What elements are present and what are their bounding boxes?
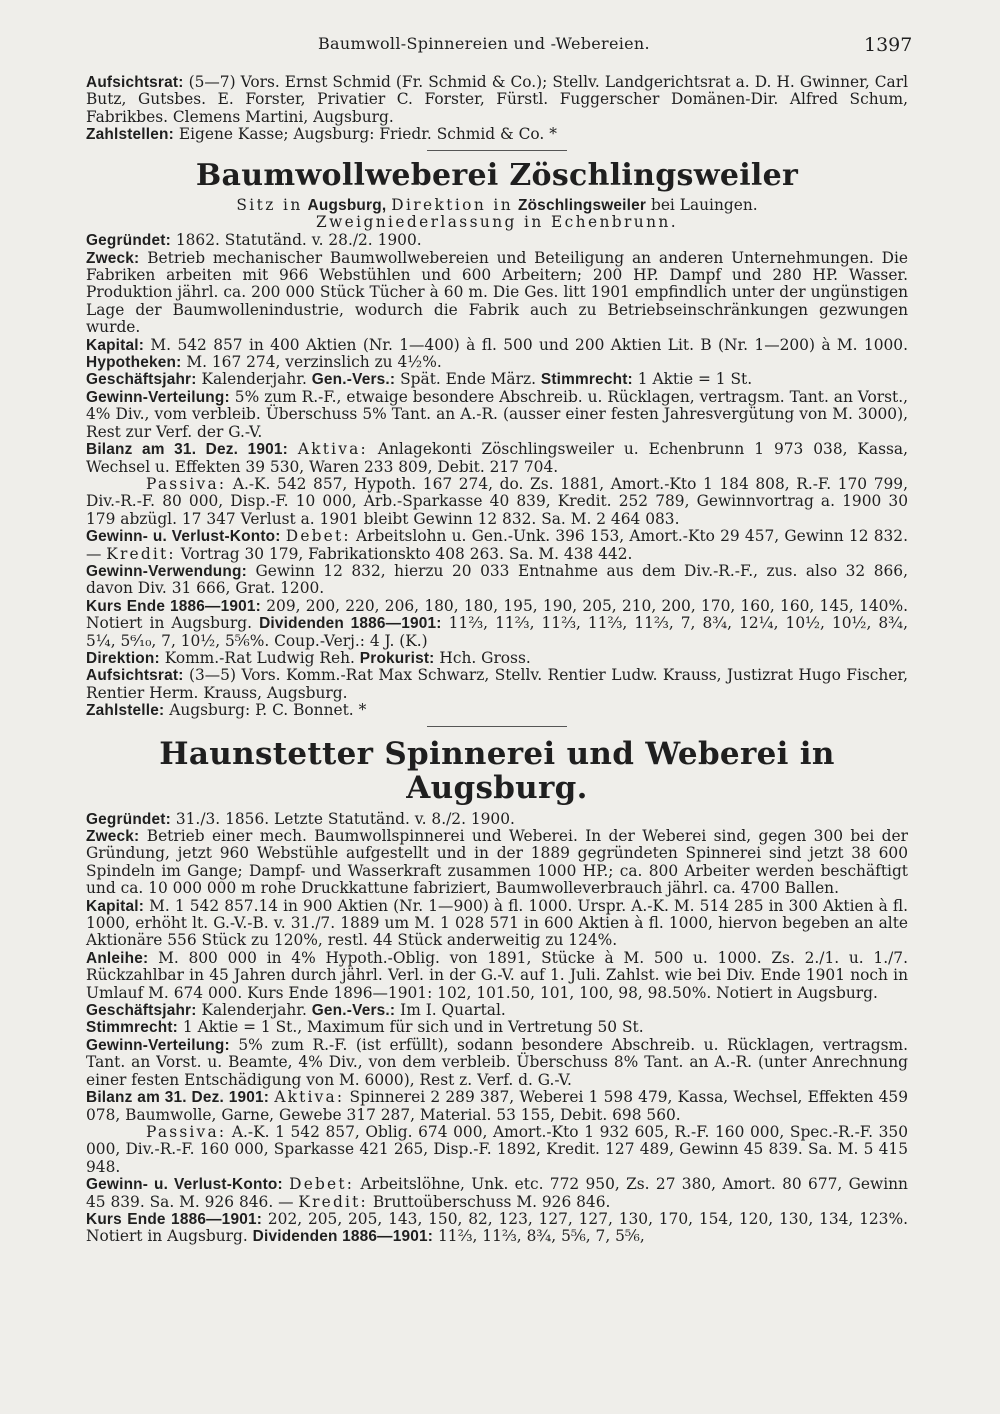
anleihe-entry <box>86 950 908 1002</box>
entry-text: M. 800 000 in 4% Hypoth.-Oblig. von 1891, Stücke à M. 500 u. 1000. Zs. 2./1. u. 1./7. Rückzahlbar in 45 Jahren durch jährl. Verl. in der G.-V. auf 1. Juli. Zahlst. wie bei Div. Ende 1901 noch in Umlauf M. 674 000. Kurs Ende 1896—1901: 102, 101.50, 101, 100, 98, 98.50%. Notiert in Augsburg. <box>86 948 908 1002</box>
kurs-entry <box>86 1211 908 1246</box>
entry-label: Gewinn-Verteilung: <box>86 388 230 406</box>
kredit-word: Kredit: <box>298 1192 368 1211</box>
entry-text: Bruttoüberschuss M. 926 846. <box>372 1192 611 1211</box>
entry-label: Stimmrecht: <box>540 371 633 389</box>
entry-label: Direktion: <box>86 649 160 667</box>
entry-text: M. 167 274, verzinslich zu 4½%. <box>186 353 442 372</box>
entry-text: Eigene Kasse; Augsburg: Friedr. Schmid & Co. * <box>178 125 557 144</box>
bilanz-passiva-entry <box>86 1124 908 1176</box>
entry-text: 5% zum R.-F. (ist erfüllt), sodann besondere Abschreib. u. Rücklagen, vertragsm. Tant. an Vorst. u. Beamte, 4% Div., von dem verbleib. Überschuss 8% Tant. an A.-R. (unter Anrechnung einer festen Entschädigung von M. 6000), Rest z. Verf. d. G.-V. <box>86 1035 908 1089</box>
entry-label: Zahlstelle: <box>86 702 165 720</box>
zahlstelle-entry <box>86 702 908 719</box>
entry-text: 202, 205, 205, 143, 150, 82, 123, 127, 127, 130, 170, 154, 120, 130, 134, 123%. Notiert in Augsburg. <box>86 1209 908 1246</box>
entry-text: Hch. Gross. <box>439 648 531 667</box>
entry-text: M. 542 857 in 400 Aktien (Nr. 1—400) à fl. 500 und 200 Aktien Lit. B (Nr. 1—200) à M. 1000. <box>150 335 908 354</box>
running-head <box>0 34 1000 58</box>
entry-text: Arbeitslöhne, Unk. etc. 772 950, Zs. 27 380, Amort. 80 677, Gewinn 45 839. Sa. M. 926 846. — <box>86 1175 908 1211</box>
entry-label: Kapital: <box>86 336 145 354</box>
entry-text: A.-K. 542 857, Hypoth. 167 274, do. Zs. 1881, Amort.-Kto 1 184 808, R.-F. 170 799, Div.-R.-F. 80 000, Disp.-F. 10 000, Arb.-Sparkasse 40 839, Kredit. 252 789, Gewinnvortrag a. 1900 30 179 abzügl. 17 347 Verlust a. 1901 bleibt Gewinn 12 832. Sa. M. 2 464 083. <box>86 474 908 528</box>
gegruendet-entry <box>86 811 908 828</box>
entry-text: Gewinn 12 832, hierzu 20 033 Entnahme aus dem Div.-R.-F., zus. also 32 866, davon Div. 31 666, Grat. 1200. <box>86 561 908 598</box>
seat-tail: bei Lauingen. <box>650 195 758 214</box>
entry-text: Komm.-Rat Ludwig Reh. <box>164 648 355 667</box>
section-divider <box>427 726 567 727</box>
company-title: Haunstetter Spinnerei und Weberei in Augsburg. <box>159 735 835 806</box>
entry-text: Betrieb einer mech. Baumwollspinnerei und Weberei. In der Weberei sind, gegen 300 bei der Gründung, jetzt 960 Webstühle aufgestellt und in der 1889 gegründeten Spinnerei sind jetzt 38 600 Spindeln im Gange; Dampf- und Wasserkraft zusammen 1000 HP.; ca. 800 Arbeiter werden beschäftigt und ca. 10 000 000 m rohe Druckkattune fabriziert, Baumwolleverbrauch jährl. ca. 4700 Ballen. <box>86 827 908 898</box>
entry-label: Kurs Ende 1886—1901: <box>86 597 261 615</box>
entry-label: Bilanz am 31. Dez. 1901: <box>86 1089 270 1107</box>
aktiva-word: Aktiva: <box>297 440 368 459</box>
entry-label: Stimmrecht: <box>86 1019 178 1037</box>
passiva-word: Passiva: <box>146 474 227 493</box>
entry-label: Kurs Ende 1886—1901: <box>86 1210 263 1228</box>
guv-entry <box>86 528 908 563</box>
verwendung-entry <box>86 563 908 598</box>
page-number: 1397 <box>864 34 913 56</box>
kapital-entry <box>86 337 908 372</box>
entry-text: Betrieb mechanischer Baumwollwebereien und Beteiligung an anderen Unternehmungen. Die Fabriken arbeiten mit 966 Webstühlen und 600 Arbeitern; 200 HP. Dampf und 280 HP. Wasser. Produktion jährl. ca. 200 000 Stück Tücher à 60 m. Die Ges. litt 1901 empfindlich unter der ungünstigen Lage der Baumwollenindustrie, wodurch die Fabrik auch zu Betriebseinschränkungen gezwungen wurde. <box>86 248 908 337</box>
entry-label: Geschäftsjahr: <box>86 1002 197 1020</box>
entry-text: 1 Aktie = 1 St., Maximum für sich und in Vertretung 50 St. <box>182 1018 644 1037</box>
entry-label: Dividenden 1886—1901: <box>252 1228 434 1246</box>
aufsichtsrat-entry <box>86 667 908 702</box>
entry-text: 209, 200, 220, 206, 180, 180, 195, 190, 205, 210, 200, 170, 160, 160, 145, 140%. Notiert in Augsburg. <box>86 596 908 633</box>
bilanz-entry <box>86 1089 908 1124</box>
entry-text: 11⅔, 11⅔, 11⅔, 11⅔, 11⅔, 7, 8¾, 12¼, 10½, 10½, 8¾, 5¼, 5⁶⁄₁₀, 7, 10½, 5⅚%. Coup.-Verj.: 4 J. (K.) <box>86 614 908 650</box>
debet-word: Debet: <box>285 527 351 546</box>
entry-label: Dividenden 1886—1901: <box>259 615 442 633</box>
direction-place: Zöschlingsweiler <box>517 196 647 214</box>
entry-label: Aufsichtsrat: <box>86 667 184 685</box>
entry-label: Anleihe: <box>86 949 149 967</box>
entry-label: Gewinn- u. Verlust-Konto: <box>86 1176 283 1194</box>
entry-label: Gewinn-Verteilung: <box>86 1036 230 1054</box>
entry-label: Zweck: <box>86 828 140 845</box>
gegruendet-entry <box>86 232 908 249</box>
entry-text: A.-K. 1 542 857, Oblig. 674 000, Amort.-Kto 1 932 605, R.-F. 160 000, Spec.-R.-F. 350 000, Div.-R.-F. 160 000, Sparkasse 421 265, Disp.-F. 1892, Kredit. 127 489, Gewinn 45 839. Sa. M. 5 415 948. <box>86 1122 908 1176</box>
entry-text: 5% zum R.-F., etwaige besondere Abschreib. u. Rücklagen, vertragsm. Tant. an Vorst., 4% Div., vom verbleib. Überschuss 5% Tant. an A.-R. (ausser einer festen Jahresvergütung von M. 3000), Rest zur Verf. der G.-V. <box>86 387 908 441</box>
geschaeftsjahr-entry <box>86 371 908 388</box>
entry-label: Geschäftsjahr: <box>86 371 197 389</box>
entry-label: Gewinn- u. Verlust-Konto: <box>86 528 281 546</box>
entry-text: Kalenderjahr. <box>201 370 307 389</box>
running-title: Baumwoll-Spinnereien und -Webereien. <box>318 34 650 53</box>
zweck-entry <box>86 828 908 898</box>
entry-label: Gewinn-Verwendung: <box>86 562 247 580</box>
gewinnverteilung-entry <box>86 1037 908 1089</box>
entry-label: Prokurist: <box>359 649 435 667</box>
company-title: Baumwollweberei Zöschlingsweiler <box>195 157 799 193</box>
entry-text: (3—5) Vors. Komm.-Rat Max Schwarz, Stellv. Rentier Ludw. Krauss, Justizrat Hugo Fischer, Rentier Herm. Krauss, Augsburg. <box>86 666 908 702</box>
entry-text: Vortrag 30 179, Fabrikationskto 408 263. Sa. M. 438 442. <box>180 544 633 563</box>
entry-text: 31./3. 1856. Letzte Statutänd. v. 8./2. 1900. <box>175 809 515 828</box>
aktiva-word: Aktiva: <box>274 1088 345 1107</box>
gewinnverteilung-entry <box>86 389 908 441</box>
entry-label: Hypotheken: <box>86 354 182 372</box>
kapital-entry <box>86 898 908 950</box>
entry-text: 1862. Statutänd. v. 28./2. 1900. <box>175 231 422 250</box>
entry-label: Gegründet: <box>86 810 171 828</box>
prev-zahlstellen-entry <box>86 126 908 143</box>
zweck-entry <box>86 250 908 337</box>
seat-word: Sitz in <box>236 195 303 214</box>
seat-city: Augsburg, <box>307 196 387 214</box>
entry-label: Kapital: <box>86 897 145 915</box>
entry-text: Anlagekonti Zöschlingsweiler u. Echenbrunn 1 973 038, Kassa, Wechsel u. Effekten 39 530, Waren 233 809, Debit. 217 704. <box>86 440 908 476</box>
guv-entry <box>86 1176 908 1211</box>
entry-text: Kalenderjahr. <box>201 1001 307 1020</box>
entry-text: Spät. Ende März. <box>400 370 536 389</box>
entry-text: (5—7) Vors. Ernst Schmid (Fr. Schmid & Co.); Stellv. Landgerichtsrat a. D. H. Gwinner, Carl Butz, Gutsbes. E. Forster, Privatier C. Forster, Fürstl. Fuggerscher Domänen-Dir. Alfred Schum, Fabrikbes. Clemens Martini, Augsburg. <box>86 73 908 126</box>
entry-text: Arbeitslohn u. Gen.-Unk. 396 153, Amort.-Kto 29 457, Gewinn 12 832. — <box>86 527 908 563</box>
entry-label: Gegründet: <box>86 232 171 250</box>
entry-text: Im I. Quartal. <box>400 1001 506 1020</box>
entry-label: Zweck: <box>86 249 140 267</box>
prev-aufsichtsrat-entry <box>86 74 908 126</box>
branch-text: Zweigniederlassung in Echenbrunn. <box>315 213 679 232</box>
company-seat <box>86 197 908 215</box>
section-divider <box>427 150 567 151</box>
bilanz-entry <box>86 441 908 476</box>
entry-text: Spinnerei 2 289 387, Weberei 1 598 479, Kassa, Wechsel, Effekten 459 078, Baumwolle, Garne, Gewebe 317 287, Material. 53 155, Debit. 698 560. <box>86 1088 908 1124</box>
entry-text: M. 1 542 857.14 in 900 Aktien (Nr. 1—900) à fl. 1000. Urspr. A.-K. M. 514 285 in 300 Aktien à fl. 1000, erhöht lt. G.-V.-B. v. 31./7. 1889 um M. 1 028 571 in 600 Aktien à fl. 1000, hiervon begeben an alte Aktionäre 556 Stück zu 120%, restl. 44 Stück anderweitig zu 124%. <box>86 896 908 950</box>
entry-label: Gen.-Vers.: <box>311 1002 396 1020</box>
kurs-entry <box>86 598 908 650</box>
entry-label: Gen.-Vers.: <box>311 371 396 389</box>
entry-text: 11⅔, 11⅔, 8¾, 5⅚, 7, 5⅚, <box>438 1227 645 1246</box>
debet-word: Debet: <box>289 1175 355 1194</box>
entry-text: 1 Aktie = 1 St. <box>637 370 753 389</box>
page-content <box>86 74 908 1246</box>
entry-label: Zahlstellen: <box>86 126 174 144</box>
stimmrecht-entry <box>86 1019 908 1036</box>
kredit-word: Kredit: <box>106 544 176 563</box>
entry-text: Augsburg: P. C. Bonnet. * <box>169 701 367 720</box>
company-branch <box>86 214 908 232</box>
direktion-entry <box>86 650 908 667</box>
geschaeftsjahr-entry <box>86 1002 908 1019</box>
entry-label: Aufsichtsrat: <box>86 74 184 91</box>
bilanz-passiva-entry <box>86 476 908 528</box>
direction-word: Direktion in <box>391 195 514 214</box>
entry-label: Bilanz am 31. Dez. 1901: <box>86 441 288 459</box>
passiva-word: Passiva: <box>146 1122 227 1141</box>
